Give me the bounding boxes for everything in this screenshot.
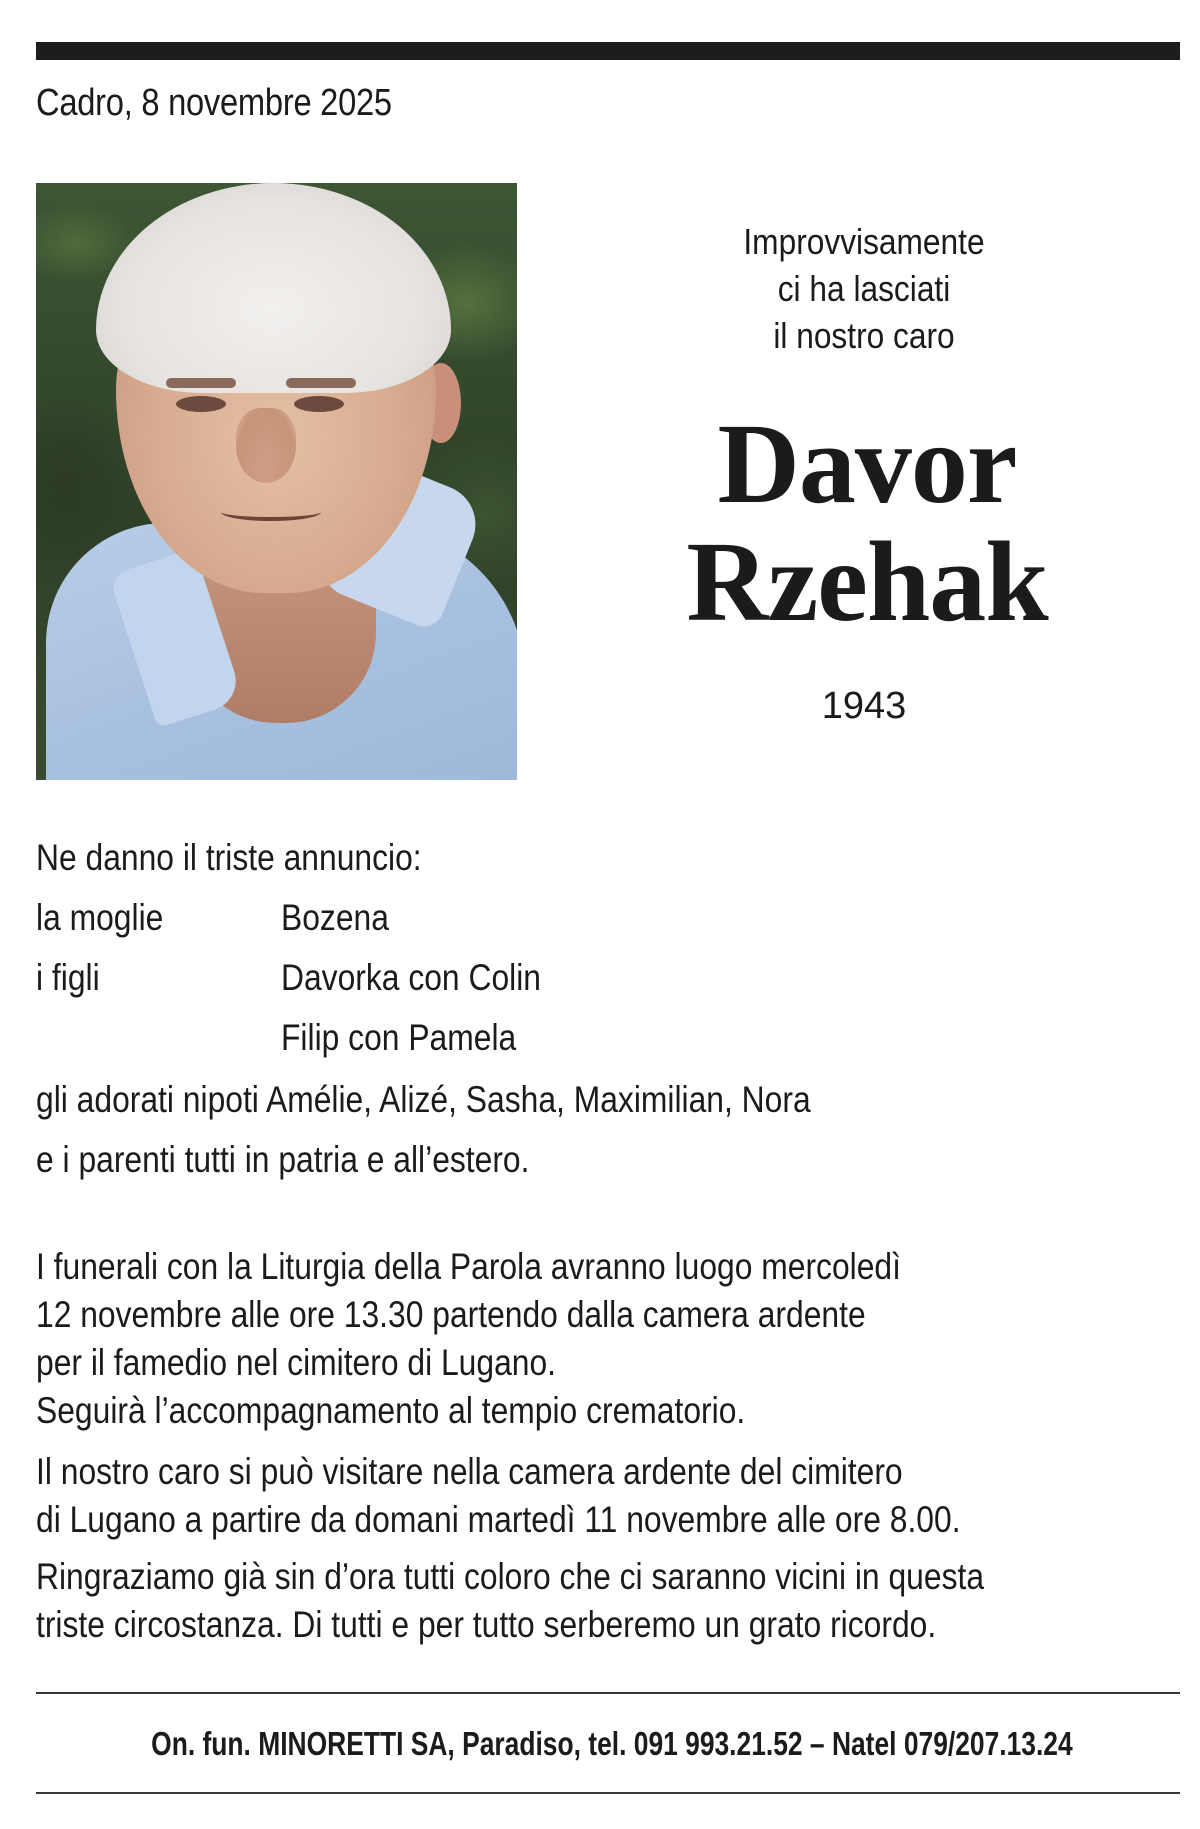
photo-nose — [236, 408, 296, 483]
deceased-first-name: Davor — [717, 400, 1017, 527]
thanks-paragraph — [36, 1553, 984, 1649]
grandchildren-line: gli adorati nipoti Amélie, Alizé, Sasha, Maximilian, Nora — [36, 1079, 811, 1120]
photo-hair — [96, 183, 451, 393]
relation-label-children: i figli — [36, 957, 100, 998]
footer-divider-top — [36, 1692, 1180, 1694]
footer-divider-bottom — [36, 1792, 1180, 1794]
funeral-paragraph — [36, 1243, 901, 1435]
visit-paragraph — [36, 1448, 961, 1544]
family-intro: Ne danno il triste annuncio: — [36, 837, 422, 878]
paragraph-line: triste circostanza. Di tutti e per tutto serberemo un grato ricordo. — [36, 1604, 937, 1645]
deceased-last-name: Rzehak — [686, 518, 1048, 645]
photo-eye-left — [176, 396, 226, 412]
announcement-intro — [664, 218, 1064, 359]
photo-brow-left — [166, 378, 236, 388]
relatives-line: e i parenti tutti in patria e all’estero. — [36, 1139, 530, 1180]
relation-label-wife: la moglie — [36, 897, 164, 938]
place-date: Cadro, 8 novembre 2025 — [36, 82, 392, 124]
photo-eye-right — [294, 396, 344, 412]
portrait-photo — [36, 183, 517, 780]
photo-mouth — [221, 503, 321, 521]
top-rule — [36, 42, 1180, 60]
photo-brow-right — [286, 378, 356, 388]
paragraph-line: I funerali con la Liturgia della Parola avranno luogo mercoledì — [36, 1246, 901, 1287]
relation-name-child: Filip con Pamela — [281, 1017, 517, 1058]
intro-line: il nostro caro — [773, 315, 955, 356]
birth-year: 1943 — [821, 685, 907, 727]
relation-name-wife: Bozena — [281, 897, 389, 938]
relation-name-child: Davorka con Colin — [281, 957, 541, 998]
paragraph-line: 12 novembre alle ore 13.30 partendo dalla camera ardente — [36, 1294, 866, 1335]
paragraph-line: Ringraziamo già sin d’ora tutti coloro che ci saranno vicini in questa — [36, 1556, 985, 1597]
paragraph-line: di Lugano a partire da domani martedì 11 novembre alle ore 8.00. — [36, 1499, 961, 1540]
funeral-home-footer — [36, 1722, 1180, 1766]
paragraph-line: Seguirà l’accompagnamento al tempio crematorio. — [36, 1390, 746, 1431]
intro-line: ci ha lasciati — [777, 268, 951, 309]
paragraph-line: per il famedio nel cimitero di Lugano. — [36, 1342, 557, 1383]
intro-line: Improvvisamente — [743, 221, 985, 262]
funeral-home-info: On. fun. MINORETTI SA, Paradiso, tel. 091 993.21.52 – Natel 079/207.13.24 — [151, 1725, 1073, 1762]
paragraph-line: Il nostro caro si può visitare nella camera ardente del cimitero — [36, 1451, 903, 1492]
